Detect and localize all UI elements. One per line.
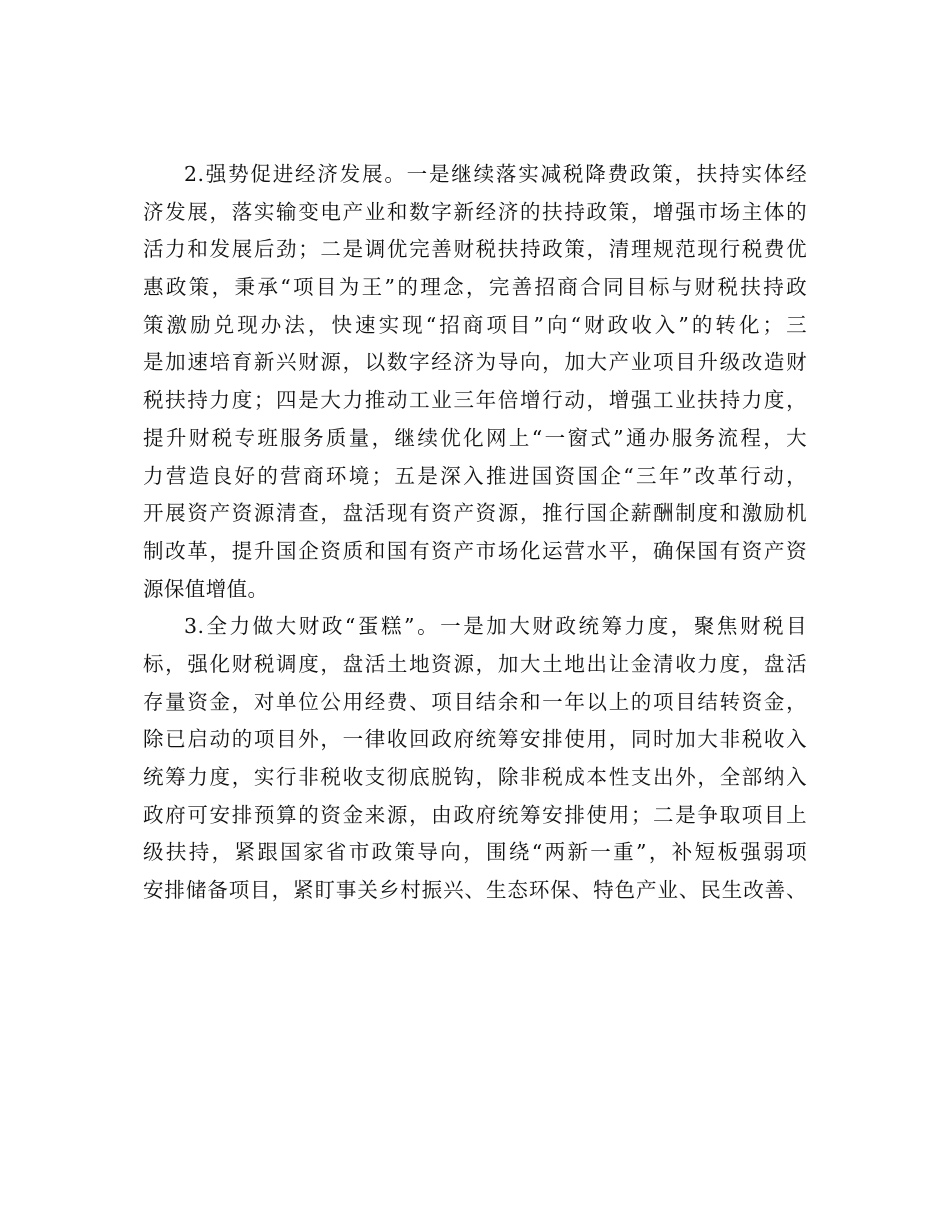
paragraph-line: 制改革，提升国企资质和国有资产市场化运营水平，确保国有资产资 <box>143 538 807 563</box>
document-body <box>143 156 807 910</box>
paragraph-line: 济发展，落实输变电产业和数字新经济的扶持政策，增强市场主体的 <box>143 199 807 224</box>
paragraph-line: 开展资产资源清查，盘活现有资产资源，推行国企薪酬制度和激励机 <box>143 501 807 526</box>
paragraph-line: 标，强化财税调度，盘活土地资源，加大土地出让金清收力度，盘活 <box>143 651 807 676</box>
paragraph-line: 活力和发展后劲；二是调优完善财税扶持政策，清理规范现行税费优 <box>143 237 807 262</box>
paragraph-line: 惠政策，秉承“项目为王”的理念，完善招商合同目标与财税扶持政 <box>143 275 807 300</box>
paragraph-line: 力营造良好的营商环境；五是深入推进国资国企“三年”改革行动， <box>143 463 807 488</box>
paragraph-line: 是加速培育新兴财源，以数字经济为导向，加大产业项目升级改造财 <box>143 350 807 375</box>
paragraph-line: 3.全力做大财政“蛋糕”。一是加大财政统筹力度，聚焦财税目 <box>184 614 807 639</box>
paragraph-economic-development <box>143 156 807 608</box>
paragraph-line: 2.强势促进经济发展。一是继续落实减税降费政策，扶持实体经 <box>184 162 807 186</box>
paragraph-line: 除已启动的项目外，一律收回政府统筹安排使用，同时加大非税收入 <box>143 727 807 752</box>
paragraph-fiscal-cake <box>143 608 807 910</box>
paragraph-line: 税扶持力度；四是大力推动工业三年倍增行动，增强工业扶持力度， <box>143 388 807 413</box>
paragraph-line: 统筹力度，实行非税收支彻底脱钩，除非税成本性支出外，全部纳入 <box>143 765 807 789</box>
paragraph-line: 政府可安排预算的资金来源，由政府统筹安排使用；二是争取项目上 <box>143 802 807 827</box>
paragraph-line: 安排储备项目，紧盯事关乡村振兴、生态环保、特色产业、民生改善、 <box>143 878 807 903</box>
paragraph-line: 存量资金，对单位公用经费、项目结余和一年以上的项目结转资金， <box>143 689 807 714</box>
paragraph-line: 策激励兑现办法，快速实现“招商项目”向“财政收入”的转化；三 <box>143 312 807 337</box>
paragraph-line: 提升财税专班服务质量，继续优化网上“一窗式”通办服务流程，大 <box>143 425 807 450</box>
paragraph-line: 源保值增值。 <box>143 576 269 601</box>
paragraph-line: 级扶持，紧跟国家省市政策导向，围绕“两新一重”，补短板强弱项 <box>143 840 807 865</box>
